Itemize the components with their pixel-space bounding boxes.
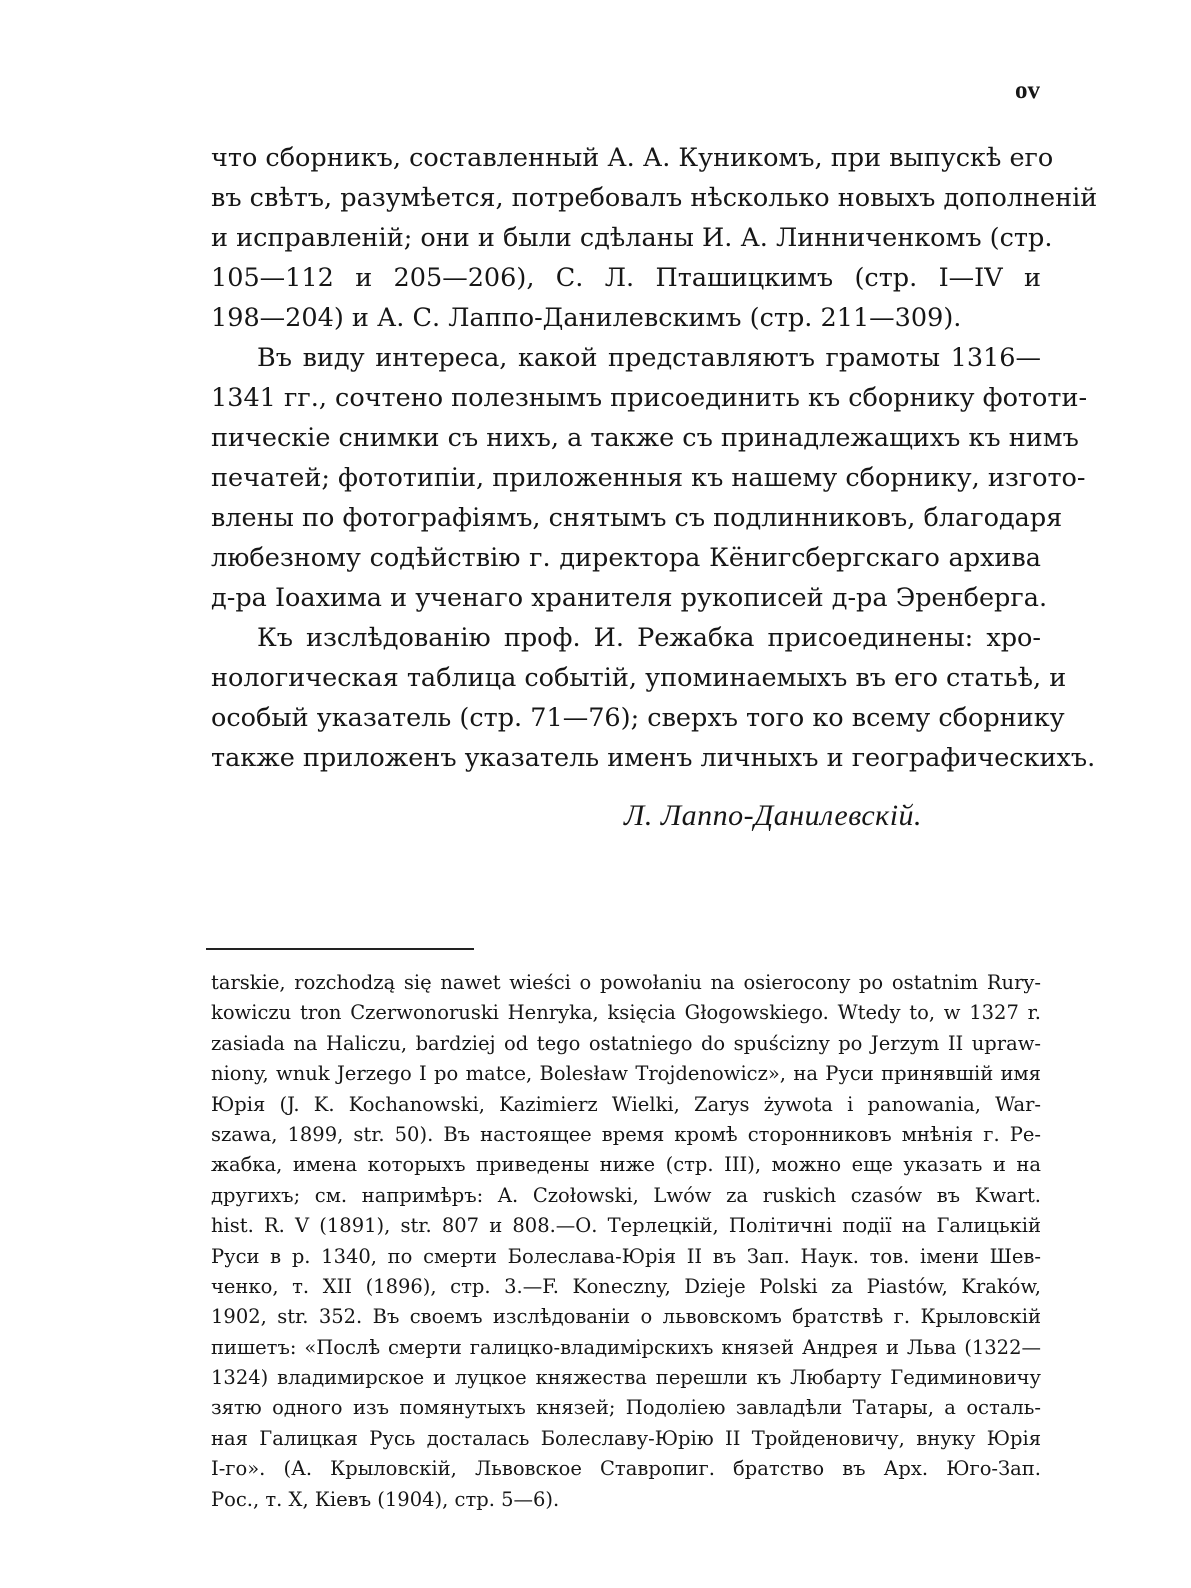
body-line: Къ изслѣдованію проф. И. Режабка присоединены: хро- [257, 623, 1041, 653]
footnote-line: Руси в р. 1340, по смерти Болеслава-Юрія II въ Зап. Наук. тов. імени Шев- [211, 1244, 1041, 1268]
footnote-line: пишетъ: «Послѣ смерти галицко-владимірскихъ князей Андрея и Льва (1322— [211, 1335, 1041, 1359]
footnote-line: szawa, 1899, str. 50). Въ настоящее время кромѣ сторонниковъ мнѣнія г. Ре- [211, 1122, 1041, 1146]
footnote-line: другихъ; см. напримѣръ: A. Czołowski, Lwów za ruskich czasów въ Kwart. [211, 1183, 1041, 1207]
footnote-line: niony, wnuk Jerzego I po matce, Bolesław Trojdenowicz», на Руси принявшій имя [211, 1062, 1041, 1086]
footnote-line: I-го». (А. Крыловскій, Львовское Ставропиг. братство въ Арх. Юго-Зап. [211, 1457, 1041, 1481]
footnote-line: zasiada na Haliczu, bardziej od tego ostatniego do spuścizny po Jerzym II upraw- [211, 1031, 1041, 1055]
footnote-line: ченко, т. XII (1896), стр. 3.—F. Koneczny, Dzieje Polski za Piastów, Kraków, [211, 1274, 1041, 1298]
body-line: Въ виду интереса, какой представляютъ грамоты 1316— [257, 343, 1041, 373]
footnote-line: 1902, str. 352. Въ своемъ изслѣдованіи о львовскомъ братствѣ г. Крыловскій [211, 1305, 1041, 1329]
body-line: и исправленій; они и были сдѣланы И. А. Линниченкомъ (стр. [211, 223, 1053, 253]
body-line: также приложенъ указатель именъ личныхъ и географическихъ. [211, 743, 1096, 773]
main-text [211, 138, 1098, 778]
footnotes [211, 968, 1041, 1515]
body-line: 198—204) и А. С. Лаппо-Данилевскимъ (стр. 211—309). [211, 303, 962, 333]
body-line: особый указатель (стр. 71—76); сверхъ того ко всему сборнику [211, 703, 1065, 733]
body-line: печатей; фототипіи, приложенныя къ нашему сборнику, изгото- [211, 463, 1086, 493]
footnote-line: зятю одного изъ помянутыхъ князей; Подоліею завладѣли Татары, а осталь- [211, 1396, 1041, 1420]
footnote-line: жабка, имена которыхъ приведены ниже (стр. III), можно еще указать и на [211, 1153, 1041, 1177]
body-line: 1341 гг., сочтено полезнымъ присоединить къ сборнику фототи- [211, 383, 1088, 413]
footnote-line: tarskie, rozchodzą się nawet wieści o powołaniu na osierocony po ostatnim Rury- [211, 971, 1041, 994]
page-number: ov [1015, 77, 1040, 104]
body-line: д-ра Іоахима и ученаго хранителя рукописей д-ра Эренберга. [211, 583, 1048, 613]
body-line: нологическая таблица событій, упоминаемыхъ въ его статьѣ, и [211, 663, 1067, 693]
body-line: влены по фотографіямъ, снятымъ съ подлинниковъ, благодаря [211, 503, 1063, 533]
footnote-line: ная Галицкая Русь досталась Болеславу-Юрію II Тройденовичу, внуку Юрія [211, 1426, 1041, 1450]
body-line: въ свѣтъ, разумѣется, потребовалъ нѣсколько новыхъ дополненій [211, 183, 1098, 213]
footnote-rule [206, 948, 474, 950]
footnote-line: 1324) владимирское и луцкое княжества перешли къ Любарту Гедиминовичу [211, 1366, 1041, 1390]
footnote-line: kowiczu tron Czerwonoruski Henryka, księcia Głogowskiego. Wtedy to, w 1327 r. [211, 1001, 1041, 1025]
signature: Л. Лаппо-Данилевскій. [624, 799, 923, 832]
body-line: любезному содѣйствію г. директора Кёнигсбергскаго архива [211, 543, 1041, 573]
body-line: пическіе снимки съ нихъ, а также съ принадлежащихъ къ нимъ [211, 423, 1079, 453]
footnote-line: Юрія (J. K. Kochanowski, Kazimierz Wielki, Zarys żywota i panowania, War- [211, 1092, 1041, 1116]
footnote-line: hist. R. V (1891), str. 807 и 808.—О. Терлецкій, Політичні події на Галицькій [211, 1214, 1041, 1238]
footnote-line: Рос., т. X, Кіевъ (1904), стр. 5—6). [211, 1487, 560, 1511]
body-line: что сборникъ, составленный А. А. Куникомъ, при выпускѣ его [211, 143, 1054, 173]
body-line: 105—112 и 205—206), С. Л. Пташицкимъ (стр. I—IV и [211, 263, 1041, 293]
